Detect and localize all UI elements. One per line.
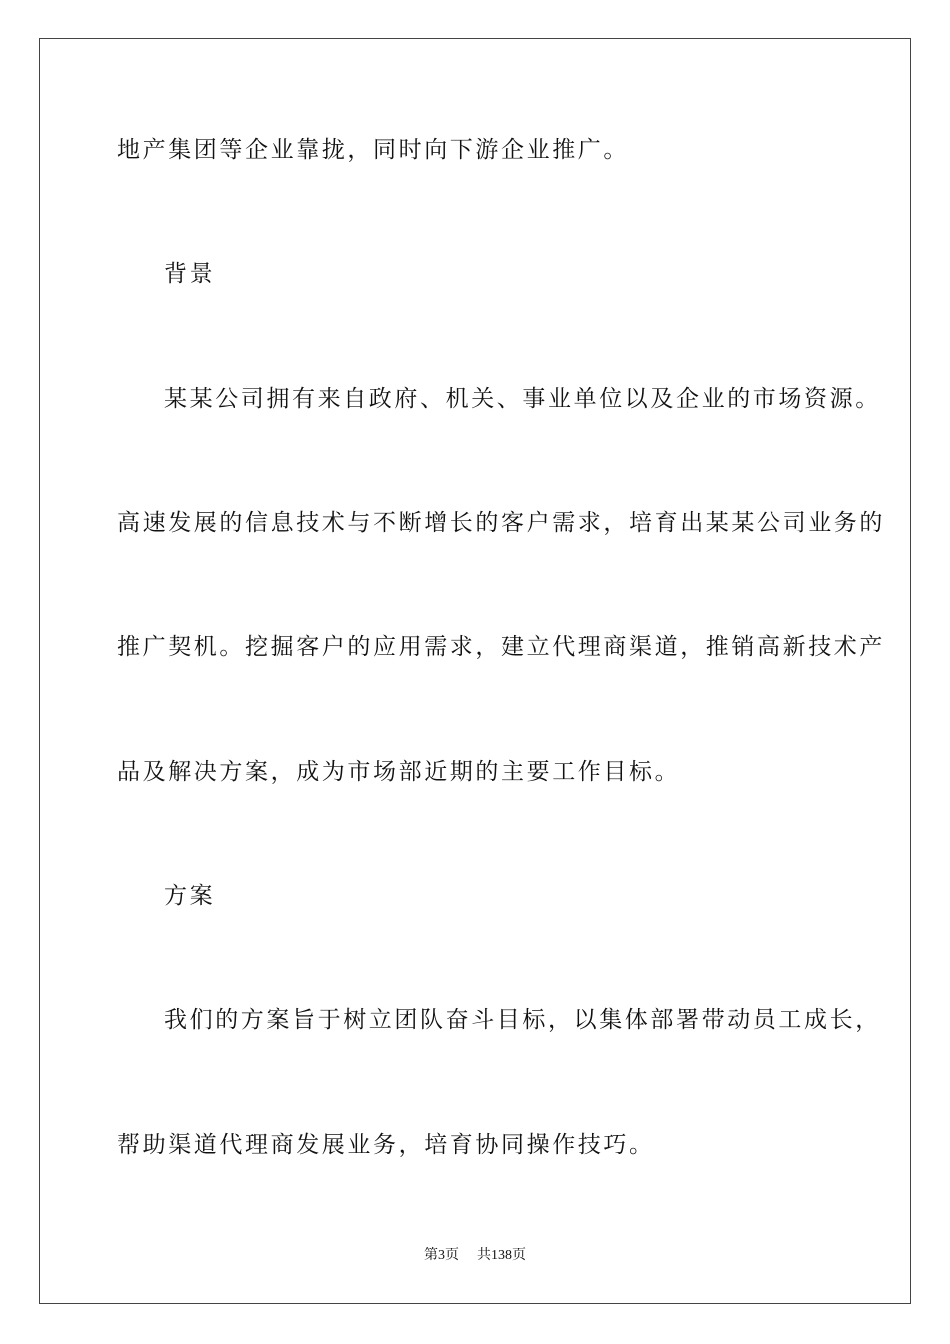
body-text-line: 我们的方案旨于树立团队奋斗目标，以集体部署带动员工成长，	[164, 1007, 881, 1033]
page-number: 第3页	[424, 1248, 459, 1263]
section-heading-plan: 方案	[164, 883, 216, 909]
body-text-line: 推广契机。挖掘客户的应用需求，建立代理商渠道，推销高新技术产	[117, 634, 885, 660]
body-text-line: 帮助渠道代理商发展业务，培育协同操作技巧。	[117, 1132, 655, 1158]
body-text-line: 地产集团等企业靠拢，同时向下游企业推广。	[117, 137, 629, 163]
body-text-line: 高速发展的信息技术与不断增长的客户需求，培育出某某公司业务的	[117, 510, 885, 536]
body-text-line: 某某公司拥有来自政府、机关、事业单位以及企业的市场资源。	[164, 386, 881, 412]
total-pages: 共138页	[477, 1248, 526, 1263]
section-heading-background: 背景	[164, 261, 216, 287]
page-footer	[0, 1246, 950, 1266]
page-border	[39, 38, 911, 1304]
body-text-line: 品及解决方案，成为市场部近期的主要工作目标。	[117, 759, 681, 785]
